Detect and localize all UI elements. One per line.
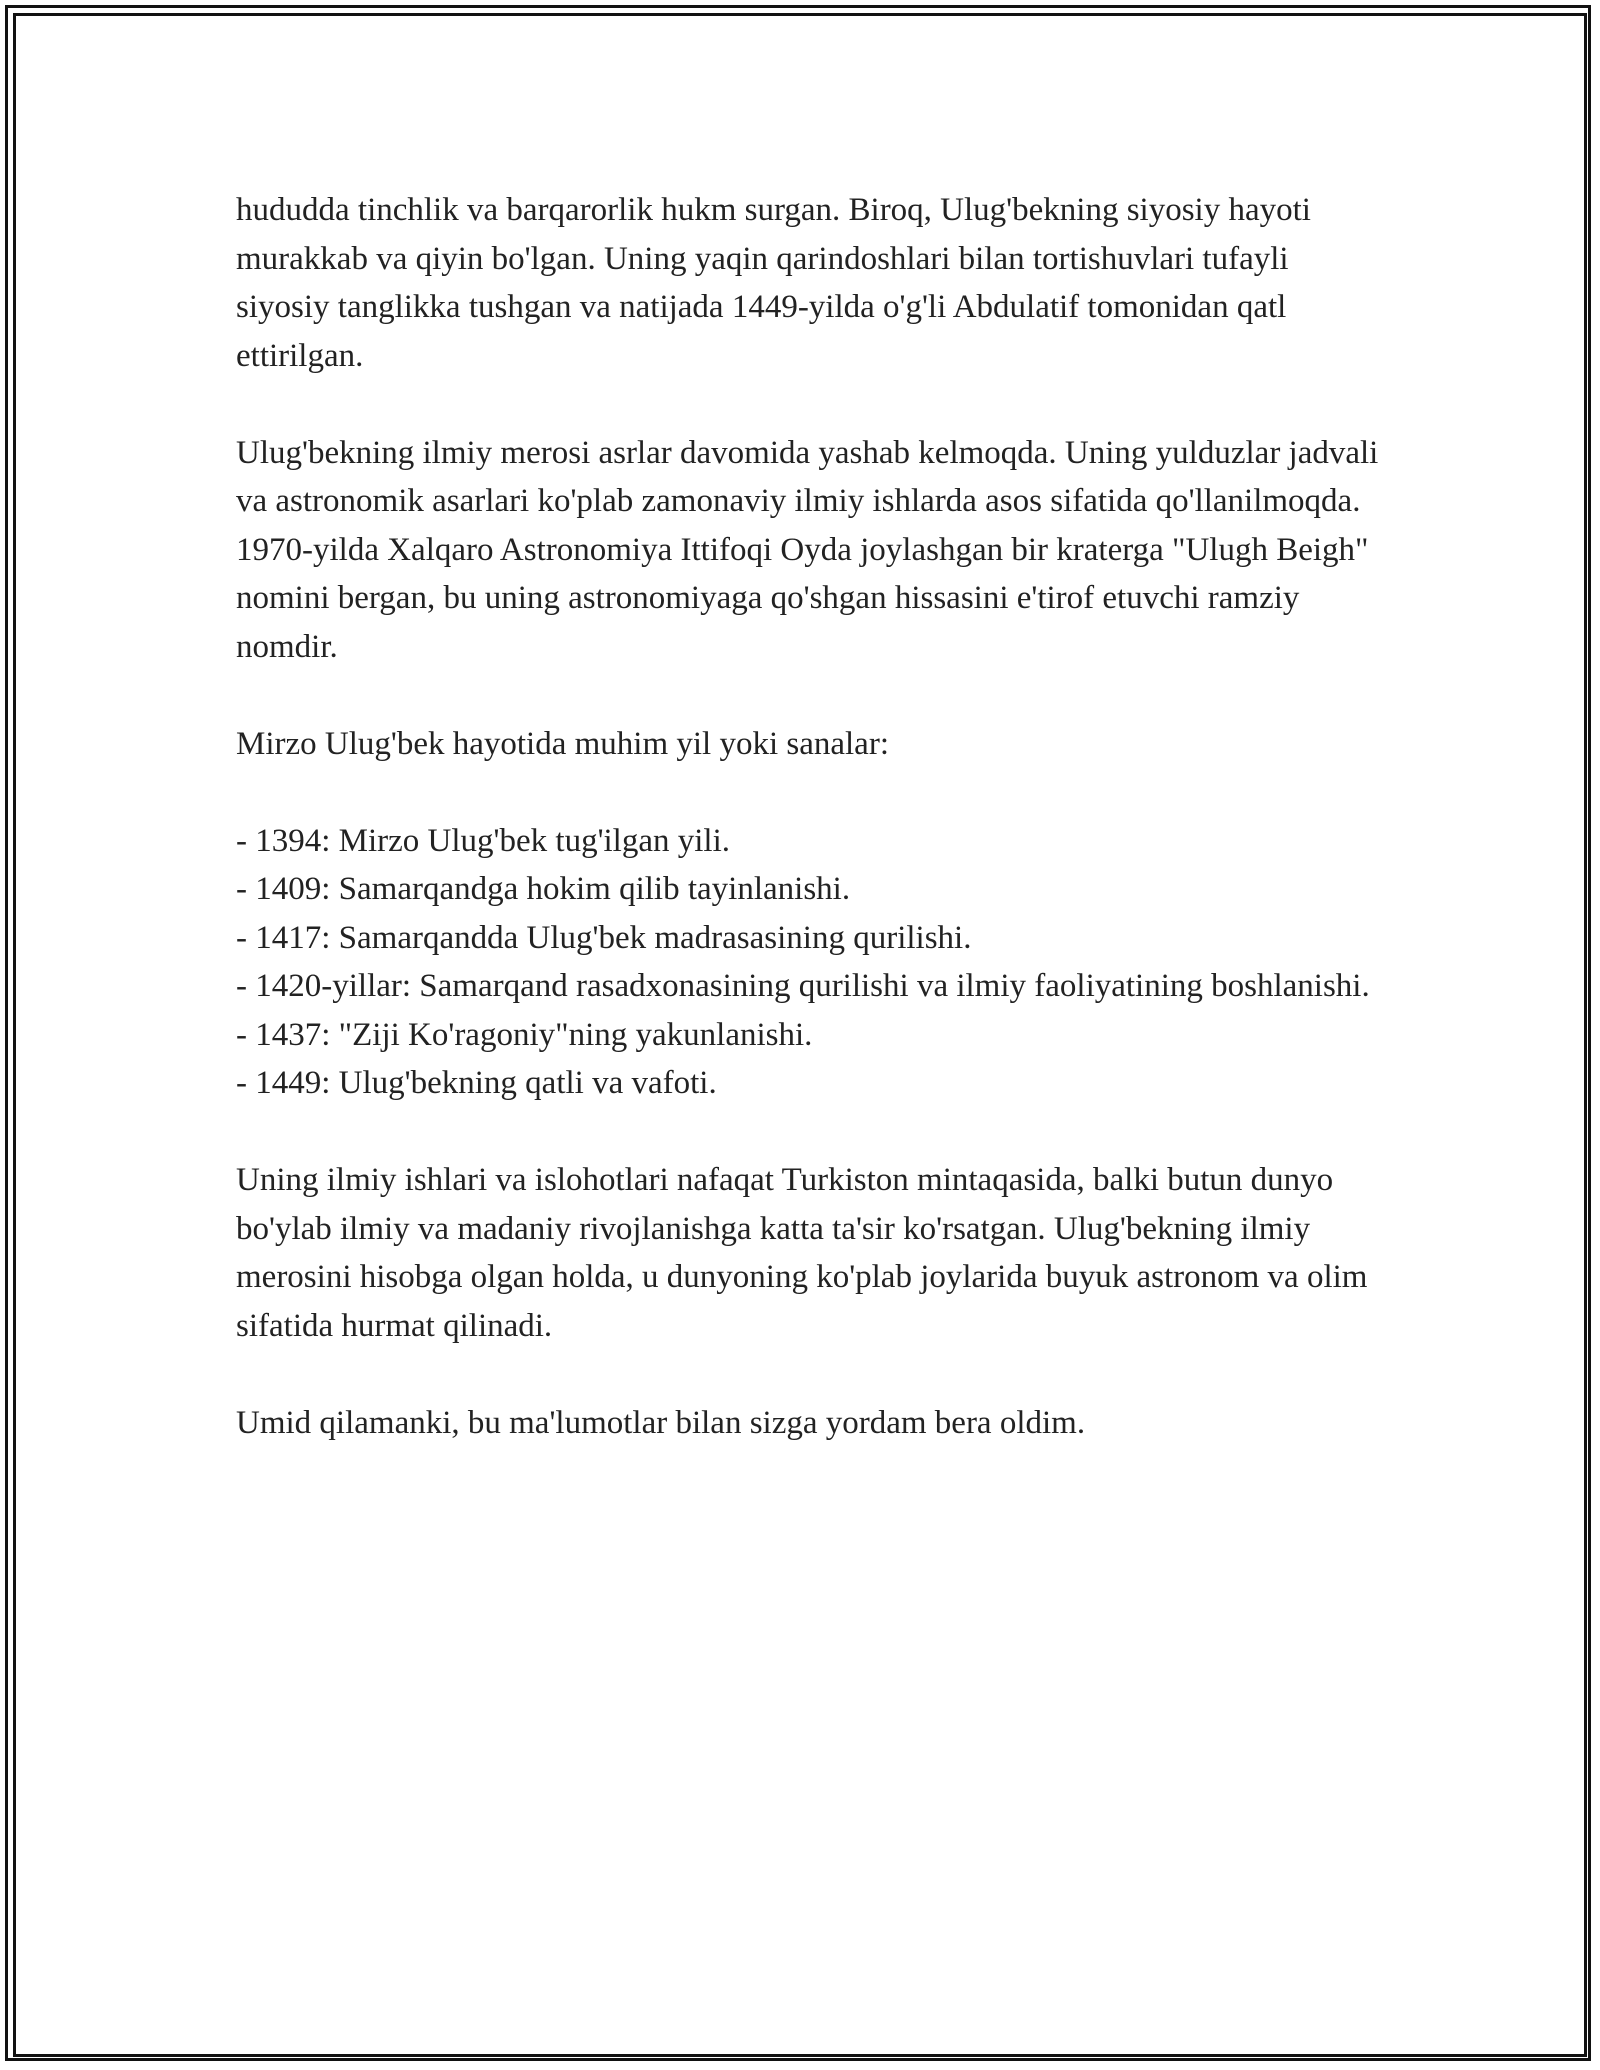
timeline-list (236, 817, 1386, 1108)
paragraph-timeline-intro: Mirzo Ulug'bek hayotida muhim yil yoki sanalar: (236, 725, 889, 762)
timeline-item: - 1417: Samarqandda Ulug'bek madrasasining qurilishi. (236, 919, 972, 956)
timeline-item: - 1420-yillar: Samarqand rasadxonasining qurilishi va ilmiy faoliyatining boshlanishi. (236, 968, 1370, 1004)
paragraph-scientific-legacy: Ulug'bekning ilmiy merosi asrlar davomida yashab kelmoqda. Uning yulduzlar jadvali va astronomik asarlari ko'plab zamonaviy ilmiy ishlarda asos sifatida qo'llanilmoqda. 1970-yilda Xalqaro Astronomiya Ittifoqi Oyda joylashgan bir kraterga "Ulugh Beigh" nomini bergan, bu uning astronomiyaga qo'shgan hissasini e'tirof etuvchi ramziy nomdir. (236, 434, 1379, 665)
paragraph-closing: Umid qilamanki, bu ma'lumotlar bilan sizga yordam bera oldim. (236, 1404, 1086, 1441)
paragraph-political-life: hududda tinchlik va barqarorlik hukm surgan. Biroq, Ulug'bekning siyosiy hayoti murakkab va qiyin bo'lgan. Uning yaqin qarindoshlari bilan tortishuvlari tufayli siyosiy tanglikka tushgan va natijada 1449-yilda o'g'li Abdulatif tomonidan qatl ettirilgan. (236, 192, 1311, 374)
timeline-item: - 1409: Samarqandga hokim qilib tayinlanishi. (236, 871, 851, 907)
timeline-item: - 1437: "Ziji Ko'ragoniy"ning yakunlanishi. (236, 1016, 813, 1053)
timeline-item: - 1449: Ulug'bekning qatli va vafoti. (236, 1065, 717, 1101)
paragraph-global-impact: Uning ilmiy ishlari va islohotlari nafaqat Turkiston mintaqasida, balki butun dunyo bo'ylab ilmiy va madaniy rivojlanishga katta ta'sir ko'rsatgan. Ulug'bekning ilmiy merosini hisobga olgan holda, u dunyoning ko'plab joylarida buyuk astronom va olim sifatida hurmat qilinadi. (236, 1162, 1368, 1344)
timeline-item: - 1394: Mirzo Ulug'bek tug'ilgan yili. (236, 822, 731, 859)
document-body (236, 186, 1386, 1496)
